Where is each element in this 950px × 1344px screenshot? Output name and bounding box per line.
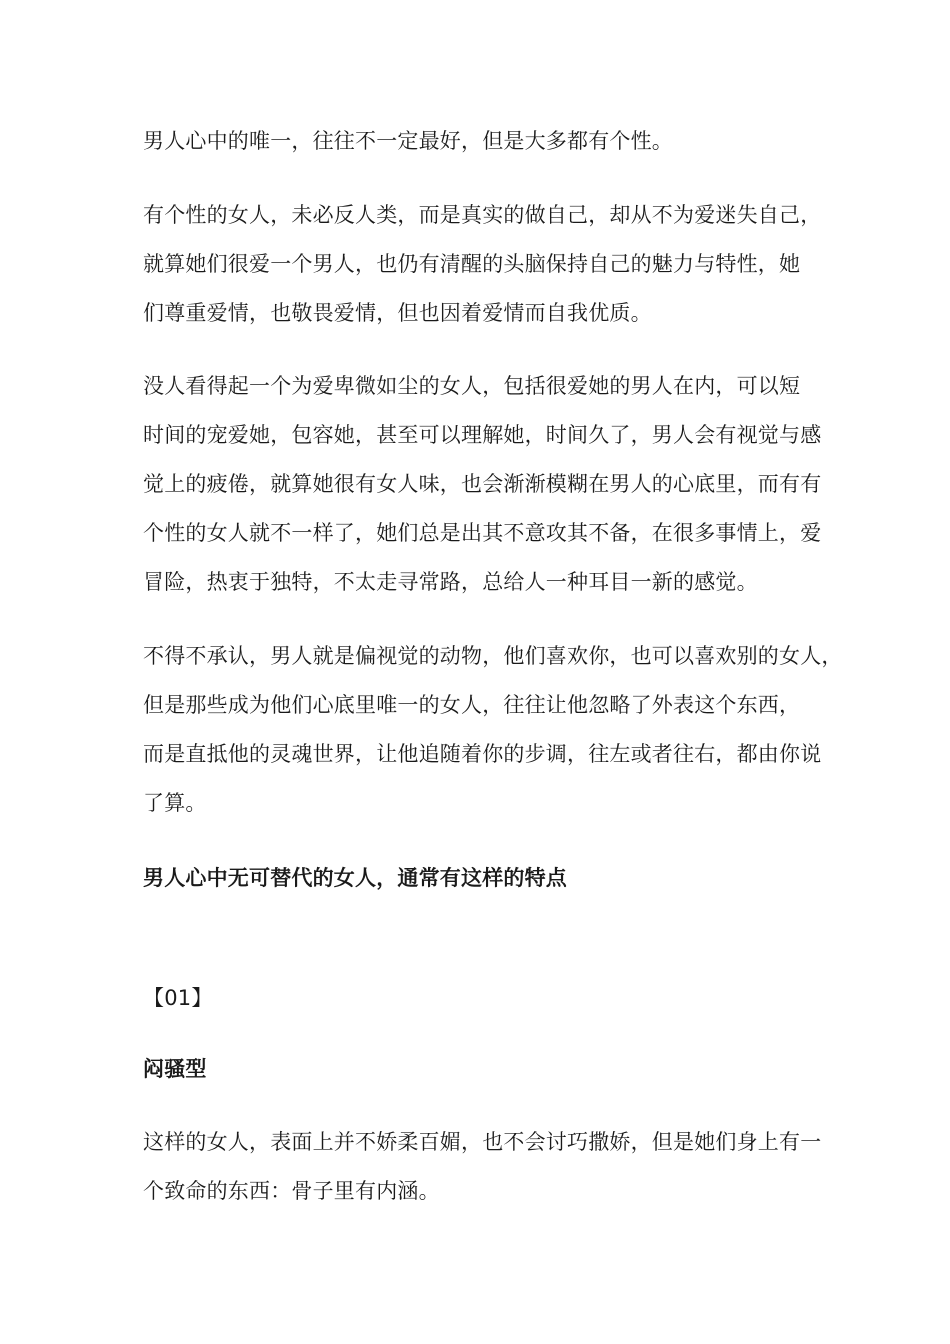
section-heading: 男人心中无可替代的女人，通常有这样的特点 [143,866,567,890]
paragraph-4-line-3: 而是直抵他的灵魂世界，让他追随着你的步调，往左或者往右，都由你说 [143,742,822,766]
paragraph-2-line-3: 们尊重爱情，也敬畏爱情，但也因着爱情而自我优质。 [143,301,652,325]
paragraph-3-line-1: 没人看得起一个为爱卑微如尘的女人，包括很爱她的男人在内，可以短 [143,374,801,398]
paragraph-4-line-4: 了算。 [143,791,207,815]
paragraph-3-line-4: 个性的女人就不一样了，她们总是出其不意攻其不备，在很多事情上，爱 [143,521,822,545]
section-body-line-1: 这样的女人，表面上并不娇柔百媚，也不会讨巧撒娇，但是她们身上有一 [143,1130,822,1154]
paragraph-2-line-1: 有个性的女人，未必反人类，而是真实的做自己，却从不为爱迷失自己， [143,203,822,227]
paragraph-2-line-2: 就算她们很爱一个男人，也仍有清醒的头脑保持自己的魅力与特性，她 [143,252,801,276]
paragraph-3-line-2: 时间的宠爱她，包容她，甚至可以理解她，时间久了，男人会有视觉与感 [143,423,822,447]
section-body-line-2: 个致命的东西：骨子里有内涵。 [143,1179,440,1203]
section-title: 闷骚型 [143,1057,207,1081]
paragraph-3-line-3: 觉上的疲倦，就算她很有女人味，也会渐渐模糊在男人的心底里，而有有 [143,472,822,496]
paragraph-3-line-5: 冒险，热衷于独特，不太走寻常路，总给人一种耳目一新的感觉。 [143,570,758,594]
paragraph-4-line-2: 但是那些成为他们心底里唯一的女人，往往让他忽略了外表这个东西， [143,693,801,717]
paragraph-1-line-1: 男人心中的唯一，往往不一定最好，但是大多都有个性。 [143,129,673,153]
section-number: 【01】 [143,986,213,1010]
paragraph-4-line-1: 不得不承认，男人就是偏视觉的动物，他们喜欢你，也可以喜欢别的女人， [143,644,843,668]
